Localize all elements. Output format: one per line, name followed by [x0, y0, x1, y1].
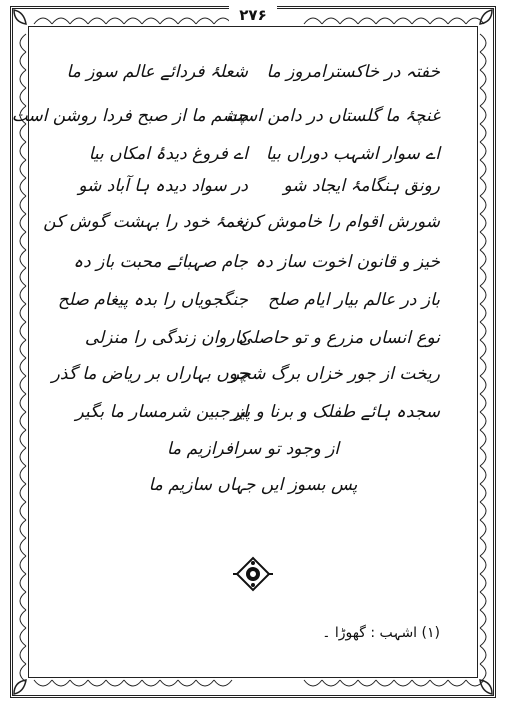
border-scallop: [480, 340, 486, 358]
border-scallop: [480, 502, 486, 520]
border-scallop: [142, 680, 160, 686]
border-scallop: [52, 18, 70, 24]
verse-hemistich-left: از جبین شرمسار ما بگیر: [75, 402, 248, 422]
verse-hemistich-left: نغمۂ خود را بہشت گوش کن: [43, 212, 248, 232]
verse-hemistich-right: اے سوار اشہب دوراں بیا: [265, 144, 440, 164]
verse-hemistich-right: نوع انساں مزرع و تو حاصلی: [238, 328, 440, 348]
border-scallop: [20, 520, 26, 538]
border-scallop: [480, 286, 486, 304]
border-scallop: [480, 160, 486, 178]
couplet: [72, 138, 440, 170]
border-scallop: [20, 322, 26, 340]
verse-hemistich-right: غنچۂ ما گلستاں در دامن است: [226, 106, 440, 126]
verse-hemistich-left: اے فروغ دیدۂ امکاں بیا: [88, 144, 248, 164]
couplet: [72, 170, 440, 202]
border-scallop: [20, 250, 26, 268]
border-scallop: [480, 52, 486, 70]
verse-hemistich-left: شعلۂ فردائے عالم سوز ما: [66, 62, 248, 82]
footnote: (۱) اشہب : گھوڑا ۔: [322, 625, 440, 641]
border-scallop: [448, 18, 466, 24]
border-scallop: [20, 340, 26, 358]
border-scallop: [20, 412, 26, 430]
border-scallop: [304, 680, 322, 686]
border-scallop: [480, 124, 486, 142]
border-scallop: [20, 502, 26, 520]
border-scallop: [160, 18, 178, 24]
couplet: [72, 246, 440, 278]
verse-hemistich-right: خیز و قانون اخوت ساز دہ: [255, 252, 440, 272]
border-scallop: [20, 196, 26, 214]
border-scallop: [376, 680, 394, 686]
border-scallop: [20, 592, 26, 610]
border-scallop: [480, 646, 486, 664]
border-scallop: [88, 18, 106, 24]
border-scallop: [480, 664, 486, 682]
border-scallop: [20, 34, 26, 52]
border-scallop: [20, 574, 26, 592]
border-scallop: [430, 18, 448, 24]
border-scallop: [480, 430, 486, 448]
border-scallop: [34, 18, 52, 24]
border-scallop: [20, 232, 26, 250]
border-scallop: [340, 18, 358, 24]
border-scallop: [480, 448, 486, 466]
border-scallop: [480, 232, 486, 250]
border-scallop: [358, 18, 376, 24]
border-scallop: [20, 178, 26, 196]
border-scallop: [480, 196, 486, 214]
verse-hemistich-left: چوں بہاراں بر ریاض ما گذر: [51, 364, 248, 384]
border-scallop: [394, 680, 412, 686]
border-scallop: [340, 680, 358, 686]
couplet: [51, 358, 440, 390]
border-scallop: [20, 556, 26, 574]
border-scallop: [20, 160, 26, 178]
border-scallop: [88, 680, 106, 686]
border-scallop: [70, 680, 88, 686]
border-scallop: [20, 448, 26, 466]
floral-ornament-icon: [231, 556, 275, 592]
border-scallop: [20, 664, 26, 682]
border-scallop: [20, 394, 26, 412]
border-scallop: [480, 628, 486, 646]
border-scallop: [20, 376, 26, 394]
border-scallop: [480, 34, 486, 52]
verse-hemistich-right: ریخت از جور خزاں برگ شجر: [230, 364, 440, 384]
border-scallop: [480, 358, 486, 376]
border-scallop: [480, 412, 486, 430]
border-scallop: [106, 680, 124, 686]
border-scallop: [178, 680, 196, 686]
border-scallop: [160, 680, 178, 686]
border-scallop: [20, 538, 26, 556]
border-scallop: [196, 680, 214, 686]
border-scallop: [20, 484, 26, 502]
border-scallop: [480, 520, 486, 538]
border-scallop: [142, 18, 160, 24]
border-scallop: [124, 680, 142, 686]
verse-hemistich-left: چشم ما از صبح فردا روشن است: [11, 106, 248, 126]
closing-verse-line-2: پس بسوز ایں جہاں سازیم ما: [148, 475, 358, 495]
border-scallop: [52, 680, 70, 686]
verse-hemistich-left: کاروان زندگی را منزلی: [84, 328, 248, 348]
border-scallop: [480, 250, 486, 268]
border-scallop: [480, 214, 486, 232]
verse-hemistich-right: شورش اقوام را خاموش کن: [241, 212, 440, 232]
verse-hemistich-right: رونق ہنگامۂ ایجاد شو: [283, 176, 440, 196]
verse-hemistich-right: سجدہ ہائے طفلک و برنا و پیر: [230, 402, 440, 422]
border-scallop: [480, 88, 486, 106]
border-scallop: [20, 286, 26, 304]
border-scallop: [430, 680, 448, 686]
border-scallop: [20, 70, 26, 88]
couplet: [57, 284, 440, 316]
border-scallop: [20, 214, 26, 232]
border-scallop: [480, 322, 486, 340]
border-scallop: [480, 592, 486, 610]
border-scallop: [480, 142, 486, 160]
border-scallop: [412, 18, 430, 24]
border-scallop: [178, 18, 196, 24]
border-scallop: [480, 538, 486, 556]
border-scallop: [394, 18, 412, 24]
verse-hemistich-left: جنگجویاں را بدہ پیغام صلح: [57, 290, 248, 310]
border-scallop: [480, 484, 486, 502]
couplet: [11, 100, 440, 132]
border-scallop: [480, 178, 486, 196]
border-scallop: [20, 646, 26, 664]
border-scallop: [20, 610, 26, 628]
border-scallop: [196, 18, 214, 24]
border-scallop: [20, 52, 26, 70]
verse-hemistich-right: خفتہ در خاکسترامروز ما: [266, 62, 440, 82]
border-scallop: [106, 18, 124, 24]
couplet: [72, 322, 440, 354]
border-scallop: [480, 70, 486, 88]
border-scallop: [70, 18, 88, 24]
border-scallop: [20, 268, 26, 286]
couplet: [72, 396, 440, 428]
border-scallop: [322, 680, 340, 686]
border-scallop: [34, 680, 52, 686]
border-scallop: [480, 610, 486, 628]
border-scallop: [124, 18, 142, 24]
border-scallop: [480, 268, 486, 286]
closing-verse-line-1: از وجود تو سرافرازیم ما: [166, 439, 340, 459]
border-scallop: [304, 18, 322, 24]
verse-hemistich-right: باز در عالم بیار ایام صلح: [267, 290, 440, 310]
couplet: [43, 206, 440, 238]
border-scallop: [322, 18, 340, 24]
border-scallop: [412, 680, 430, 686]
border-scallop: [480, 376, 486, 394]
border-scallop: [20, 466, 26, 484]
page-number: ۲۷۶: [229, 4, 277, 26]
verse-hemistich-left: در سواد دیدہ ہا آباد شو: [78, 176, 248, 196]
border-scallop: [480, 466, 486, 484]
border-scallop: [376, 18, 394, 24]
border-scallop: [480, 304, 486, 322]
border-scallop: [20, 142, 26, 160]
border-scallop: [20, 628, 26, 646]
border-scallop: [480, 574, 486, 592]
verse-hemistich-left: جام صہبائے محبت باز دہ: [73, 252, 248, 272]
border-scallop: [480, 394, 486, 412]
border-scallop: [20, 430, 26, 448]
border-scallop: [20, 358, 26, 376]
border-scallop: [480, 106, 486, 124]
border-scallop: [214, 680, 232, 686]
couplet: [66, 56, 440, 88]
border-scallop: [358, 680, 376, 686]
border-scallop: [20, 304, 26, 322]
border-scallop: [448, 680, 466, 686]
border-scallop: [480, 556, 486, 574]
